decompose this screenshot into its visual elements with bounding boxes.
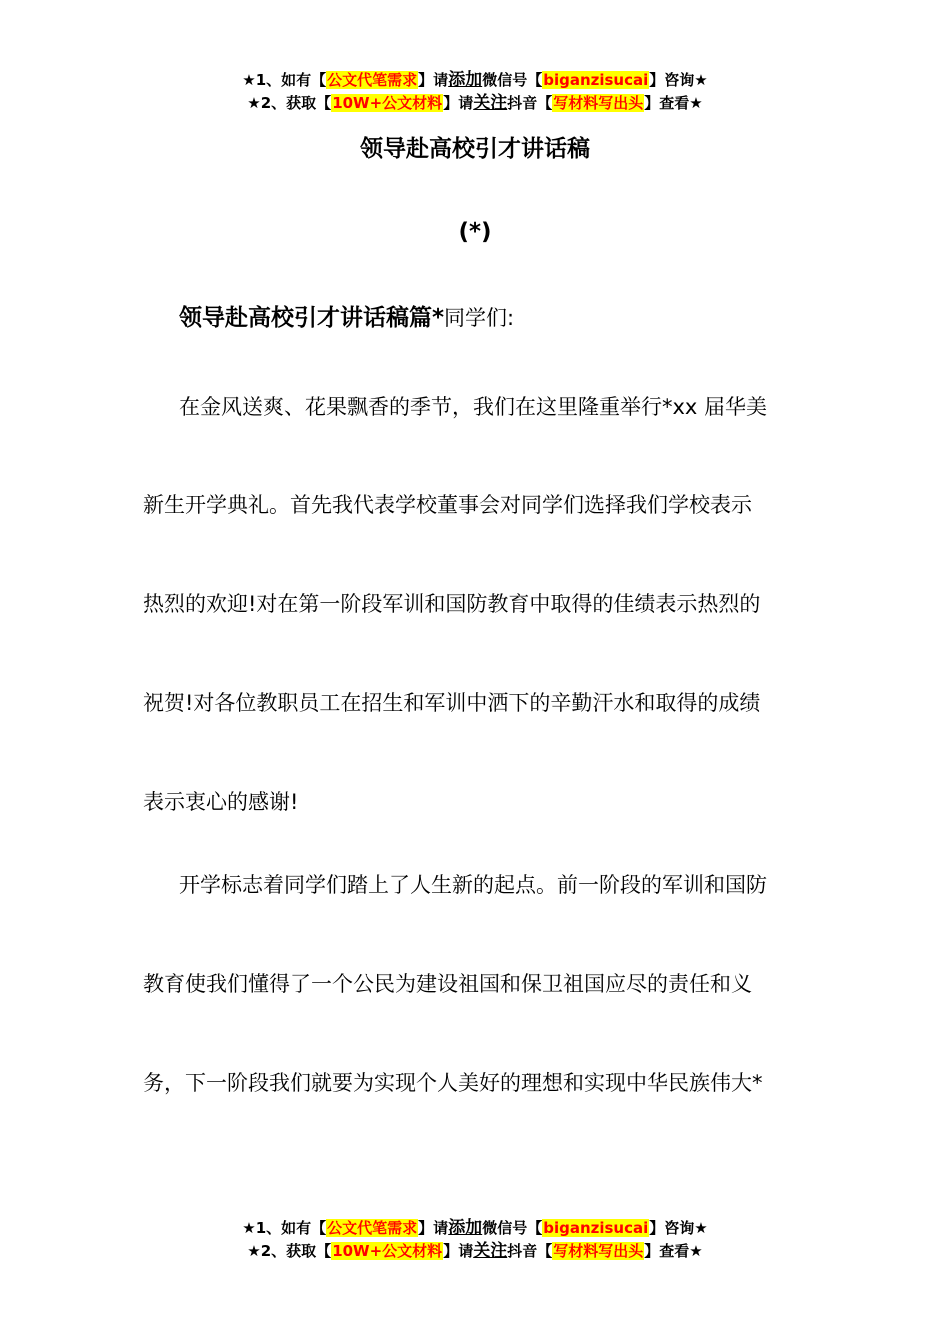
footer-banner (0, 1217, 950, 1263)
banner-text: 抖音【 (507, 94, 553, 112)
banner-text: ★1、如有【 (242, 1219, 327, 1237)
banner-highlight: 10W+公文材料 (332, 1242, 443, 1260)
banner-text: 】咨询★ (649, 71, 708, 89)
body-line: 热烈的欢迎!对在第一阶段军训和国防教育中取得的佳绩表示热烈的 (143, 592, 761, 616)
banner-text: 微信号【 (482, 1219, 543, 1237)
banner-text: ★1、如有【 (242, 71, 327, 89)
banner-highlight-douyin: 写材料写出头 (553, 1242, 644, 1260)
banner-underline: 关注 (473, 93, 508, 113)
banner-line-2 (0, 1240, 950, 1263)
banner-highlight-wechat: biganzisucai (543, 1219, 649, 1237)
body-line: 教育使我们懂得了一个公民为建设祖国和保卫祖国应尽的责任和义 (143, 972, 752, 996)
body-line: 表示衷心的感谢! (143, 790, 299, 814)
banner-text: ★2、获取【 (247, 1242, 332, 1260)
first-paragraph (179, 300, 514, 336)
salutation: 同学们: (444, 306, 515, 330)
banner-line-1 (0, 1217, 950, 1240)
banner-highlight-douyin: 写材料写出头 (553, 94, 644, 112)
banner-highlight: 公文代笔需求 (327, 1219, 418, 1237)
document-subtitle: (*) (458, 219, 492, 245)
body-line: 务，下一阶段我们就要为实现个人美好的理想和实现中华民族伟大* (143, 1071, 763, 1095)
banner-highlight: 10W+公文材料 (332, 94, 443, 112)
banner-line-2 (0, 92, 950, 115)
banner-text: 抖音【 (507, 1242, 553, 1260)
banner-text: 】查看★ (644, 1242, 703, 1260)
banner-text: 微信号【 (482, 71, 543, 89)
banner-underline: 添加 (448, 1218, 483, 1238)
banner-text: 】请 (418, 71, 449, 89)
banner-line-1 (0, 69, 950, 92)
body-line: 祝贺!对各位教职员工在招生和军训中洒下的辛勤汗水和取得的成绩 (143, 691, 761, 715)
section-heading: 领导赴高校引才讲话稿篇* (179, 305, 445, 331)
banner-underline: 添加 (448, 70, 483, 90)
body-line: 在金风送爽、花果飘香的季节，我们在这里隆重举行*xx 届华美 (179, 395, 768, 419)
banner-text: 】咨询★ (649, 1219, 708, 1237)
banner-text: 】请 (418, 1219, 449, 1237)
header-banner (0, 69, 950, 115)
banner-text: ★2、获取【 (247, 94, 332, 112)
banner-highlight-wechat: biganzisucai (543, 71, 649, 89)
banner-underline: 关注 (473, 1241, 508, 1261)
body-line: 新生开学典礼。首先我代表学校董事会对同学们选择我们学校表示 (143, 493, 752, 517)
document-title: 领导赴高校引才讲话稿 (360, 136, 590, 162)
banner-text: 】请 (443, 1242, 474, 1260)
banner-highlight: 公文代笔需求 (327, 71, 418, 89)
banner-text: 】查看★ (644, 94, 703, 112)
body-line: 开学标志着同学们踏上了人生新的起点。前一阶段的军训和国防 (179, 873, 767, 897)
banner-text: 】请 (443, 94, 474, 112)
